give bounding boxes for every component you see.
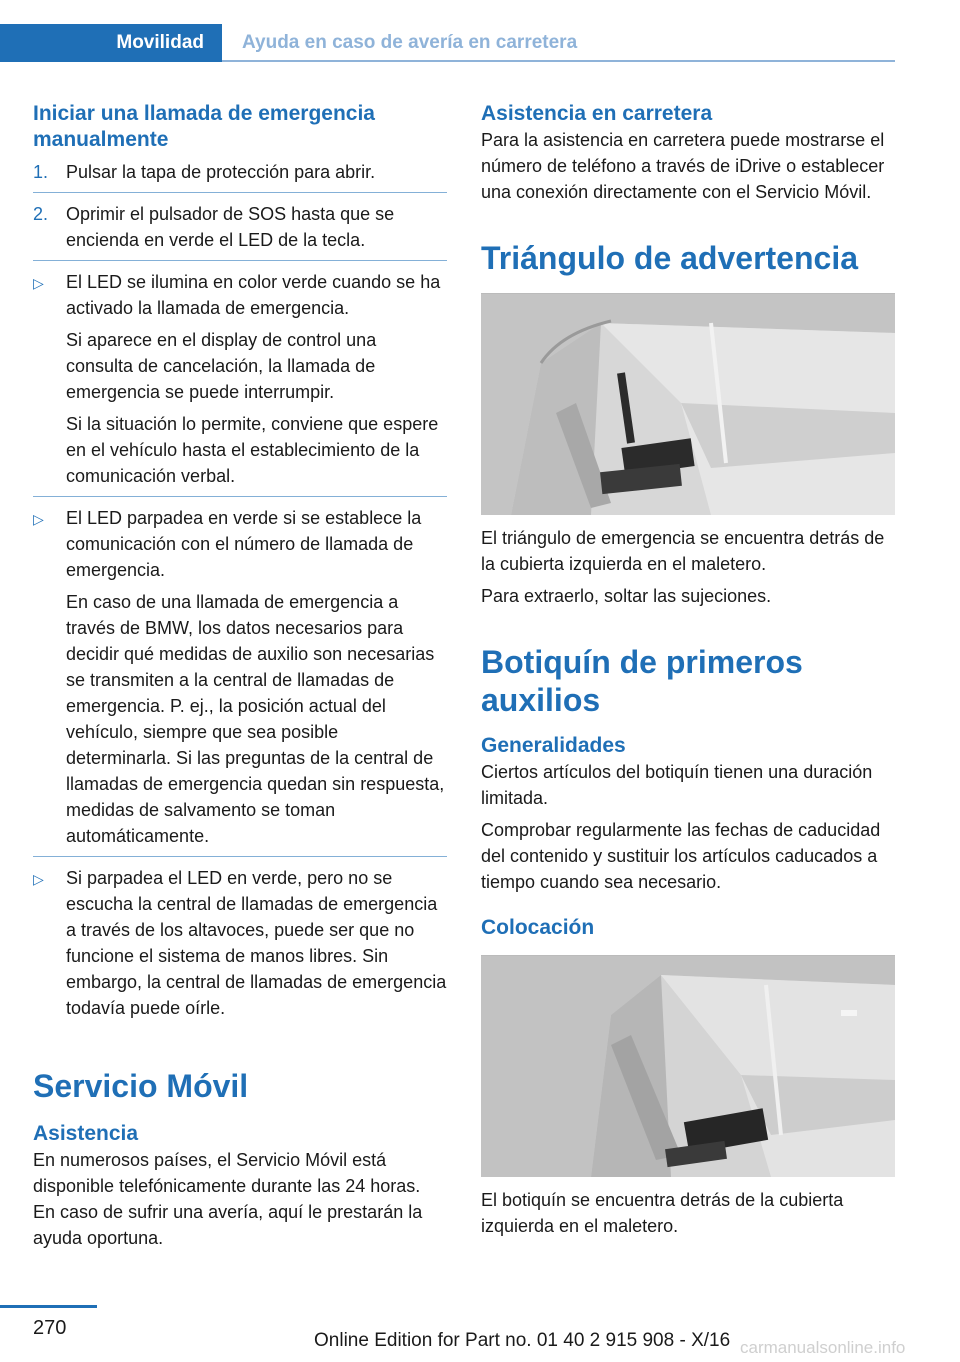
bullet-sin-audio bbox=[33, 865, 447, 1021]
right-column bbox=[481, 101, 895, 1239]
tab-section-title[interactable]: Ayuda en caso de avería en carretera bbox=[242, 32, 578, 53]
heading-llamada-manual: Iniciar una llamada de emergencia manualmente bbox=[33, 102, 375, 151]
bullet-2-para-1: El LED parpadea en verde si se establece la comunicación con el número de llamada de emergencia. bbox=[66, 508, 422, 580]
footer-rule bbox=[0, 1305, 97, 1308]
para-asistencia: En numerosos países, el Servicio Móvil está disponible telefónicamente durante las 24 horas. En caso de sufrir una avería, aquí le prestarán la ayuda oportuna. bbox=[33, 1150, 423, 1248]
bullet-1-para-2: Si aparece en el display de control una consulta de cancelación, la llamada de emergencia se puede interrumpir. bbox=[66, 330, 377, 402]
bullet-2-para-2: En caso de una llamada de emergencia a través de BMW, los datos necesarios para decidir qué medidas de auxilio son necesarias se transmiten a la central de llamadas de emergencia. P. ej., la posición actual del vehículo, siempre que sea posible determinarla. Si las preguntas de la central de llamadas de emergencia quedan sin respuesta, medidas de salvamento se toman automáticamente. bbox=[66, 592, 445, 846]
heading-colocacion: Colocación bbox=[481, 916, 595, 939]
bullet-1-para-3: Si la situación lo permite, conviene que espere en el vehículo hasta el establecimiento de la comunicación verbal. bbox=[66, 414, 439, 486]
para-triangulo-2: Para extraerlo, soltar las sujeciones. bbox=[481, 586, 772, 606]
para-generalidades-1: Ciertos artículos del botiquín tienen una duración limitada. bbox=[481, 762, 873, 808]
heading-asistencia: Asistencia bbox=[33, 1122, 139, 1145]
step-1 bbox=[33, 159, 447, 185]
step-2 bbox=[33, 201, 447, 253]
step-2-number: 2. bbox=[33, 204, 49, 224]
steps-list bbox=[33, 159, 447, 1021]
heading-generalidades: Generalidades bbox=[481, 734, 626, 757]
triangle-bullet-icon: ▷ bbox=[33, 275, 44, 291]
trunk-firstaid-image bbox=[481, 955, 895, 1177]
bullet-led-verde bbox=[33, 269, 447, 489]
divider bbox=[33, 260, 447, 261]
para-generalidades-2: Comprobar regularmente las fechas de caducidad del contenido y sustituir los artículos caducados a tiempo cuando sea necesario. bbox=[481, 820, 881, 892]
triangle-bullet-icon: ▷ bbox=[33, 511, 44, 527]
header-rule bbox=[222, 60, 895, 62]
trunk-triangle-image bbox=[481, 293, 895, 515]
para-colocacion: El botiquín se encuentra detrás de la cubierta izquierda en el maletero. bbox=[481, 1190, 844, 1236]
triangle-bullet-icon: ▷ bbox=[33, 871, 44, 887]
heading-servicio-movil: Servicio Móvil bbox=[33, 1068, 249, 1104]
edition-line: Online Edition for Part no. 01 40 2 915 908 - X/16 bbox=[314, 1330, 731, 1351]
divider bbox=[33, 496, 447, 497]
watermark: carmanualsonline.info bbox=[740, 1338, 906, 1357]
divider bbox=[33, 192, 447, 193]
para-asistencia-carretera: Para la asistencia en carretera puede mostrarse el número de teléfono a través de iDrive o establecer una conexión directamente con el Servicio Móvil. bbox=[481, 130, 885, 202]
heading-botiquin: Botiquín de primeros auxilios bbox=[481, 644, 803, 718]
bullet-led-parpadea bbox=[33, 505, 447, 849]
step-1-number: 1. bbox=[33, 162, 49, 182]
page-header bbox=[0, 24, 895, 62]
tab-movilidad[interactable] bbox=[0, 24, 222, 62]
bullet-1-para-1: El LED se ilumina en color verde cuando se ha activado la llamada de emergencia. bbox=[66, 272, 441, 318]
heading-asistencia-carretera: Asistencia en carretera bbox=[481, 102, 713, 125]
tab-movilidad-label: Movilidad bbox=[116, 32, 204, 53]
step-1-text: Pulsar la tapa de protección para abrir. bbox=[66, 162, 376, 182]
trunk-triangle-illustration bbox=[481, 293, 895, 515]
para-triangulo-1: El triángulo de emergencia se encuentra detrás de la cubierta izquierda en el maletero. bbox=[481, 528, 885, 574]
trunk-firstaid-illustration bbox=[481, 955, 895, 1177]
divider bbox=[33, 856, 447, 857]
bullet-3-para-1: Si parpadea el LED en verde, pero no se escucha la central de llamadas de emergencia a través de los altavoces, puede ser que no funcione el sistema de manos libres. Sin embargo, la central de llamadas de emergencia todavía puede oírle. bbox=[66, 868, 447, 1018]
left-column bbox=[33, 101, 447, 1251]
heading-triangulo: Triángulo de advertencia bbox=[481, 240, 858, 276]
step-2-text: Oprimir el pulsador de SOS hasta que se encienda en verde el LED de la tecla. bbox=[66, 204, 395, 250]
page-number: 270 bbox=[33, 1317, 67, 1339]
